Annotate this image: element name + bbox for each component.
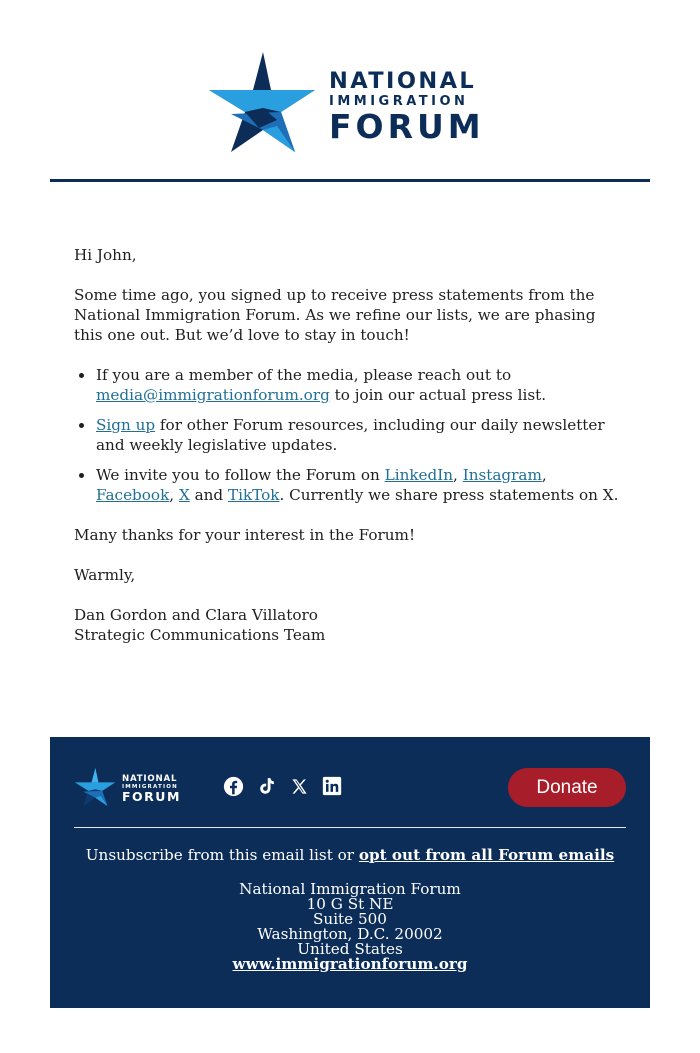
follow-and: and (189, 486, 228, 504)
follow-sep-1: , (453, 466, 463, 484)
greeting: Hi John, (74, 246, 137, 264)
tiktok-icon[interactable] (255, 775, 277, 797)
unsubscribe-text: Unsubscribe from this email list or (85, 846, 359, 864)
media-text-before: If you are a member of the media, please reach out to (96, 366, 512, 384)
star-logo-icon (207, 50, 317, 154)
footer-logo-line-forum: FORUM (122, 789, 181, 805)
follow-text-after: . Currently we share press statements on X. (279, 486, 619, 504)
logo-line-forum: FORUM (329, 106, 485, 146)
address-country: United States (297, 940, 403, 958)
email-header (50, 0, 650, 182)
list-item-media (96, 365, 619, 405)
address-city: Washington, D.C. 20002 (257, 925, 443, 943)
address-org: National Immigration Forum (239, 880, 461, 898)
x-icon[interactable] (288, 775, 310, 797)
opt-out-link[interactable]: opt out from all Forum emails (358, 846, 615, 864)
address-street: 10 G St NE (306, 895, 394, 913)
footer-logo-line-immigration: IMMIGRATION (122, 783, 178, 790)
email-footer (50, 737, 650, 1008)
linkedin-icon[interactable] (321, 775, 343, 797)
logo-line-national: NATIONAL (329, 68, 477, 94)
media-email-link[interactable]: media@immigrationforum.org (96, 386, 330, 404)
logo-wordmark (329, 68, 485, 146)
facebook-icon[interactable] (222, 775, 244, 797)
x-link[interactable]: X (178, 486, 190, 504)
signature-names: Dan Gordon and Clara Villatoro (74, 606, 318, 624)
instagram-link[interactable]: Instagram (462, 466, 542, 484)
follow-text-before: We invite you to follow the Forum on (96, 466, 385, 484)
forum-logo[interactable] (207, 50, 485, 156)
website-line (50, 957, 650, 972)
footer-logo-wordmark (122, 775, 181, 804)
list-item-follow (96, 465, 619, 505)
bullet-list (96, 365, 619, 505)
social-icons (222, 775, 343, 797)
signature (74, 605, 619, 645)
footer-star-logo-icon (74, 767, 116, 807)
unsubscribe-line (50, 846, 650, 864)
media-text-after: to join our actual press list. (329, 386, 547, 404)
intro-paragraph: Some time ago, you signed up to receive press statements from the National Immigration Forum. As we refine our lists, we are phasing this one out. But we’d love to stay in touch! (74, 286, 596, 344)
address-suite: Suite 500 (313, 910, 387, 928)
signoff: Warmly, (74, 566, 136, 584)
signature-team: Strategic Communications Team (74, 626, 326, 644)
linkedin-link[interactable]: LinkedIn (384, 466, 454, 484)
signup-text-after: for other Forum resources, including our daily newsletter and weekly legislative updates. (96, 416, 605, 454)
thanks-paragraph: Many thanks for your interest in the Forum! (74, 526, 416, 544)
signup-link[interactable]: Sign up (96, 416, 156, 434)
facebook-link[interactable]: Facebook (96, 486, 170, 504)
website-link[interactable]: www.immigrationforum.org (232, 955, 468, 973)
follow-sep-2: , (541, 466, 547, 484)
tiktok-link[interactable]: TikTok (227, 486, 280, 504)
email-body (74, 245, 619, 665)
footer-logo[interactable] (74, 767, 184, 807)
donate-button[interactable]: Donate (508, 768, 626, 807)
mailing-address (50, 882, 650, 972)
footer-logo-line-national: NATIONAL (122, 774, 178, 784)
list-item-signup (96, 415, 619, 455)
follow-sep-3: , (169, 486, 179, 504)
footer-divider (74, 827, 626, 828)
logo-line-immigration: IMMIGRATION (329, 93, 469, 109)
